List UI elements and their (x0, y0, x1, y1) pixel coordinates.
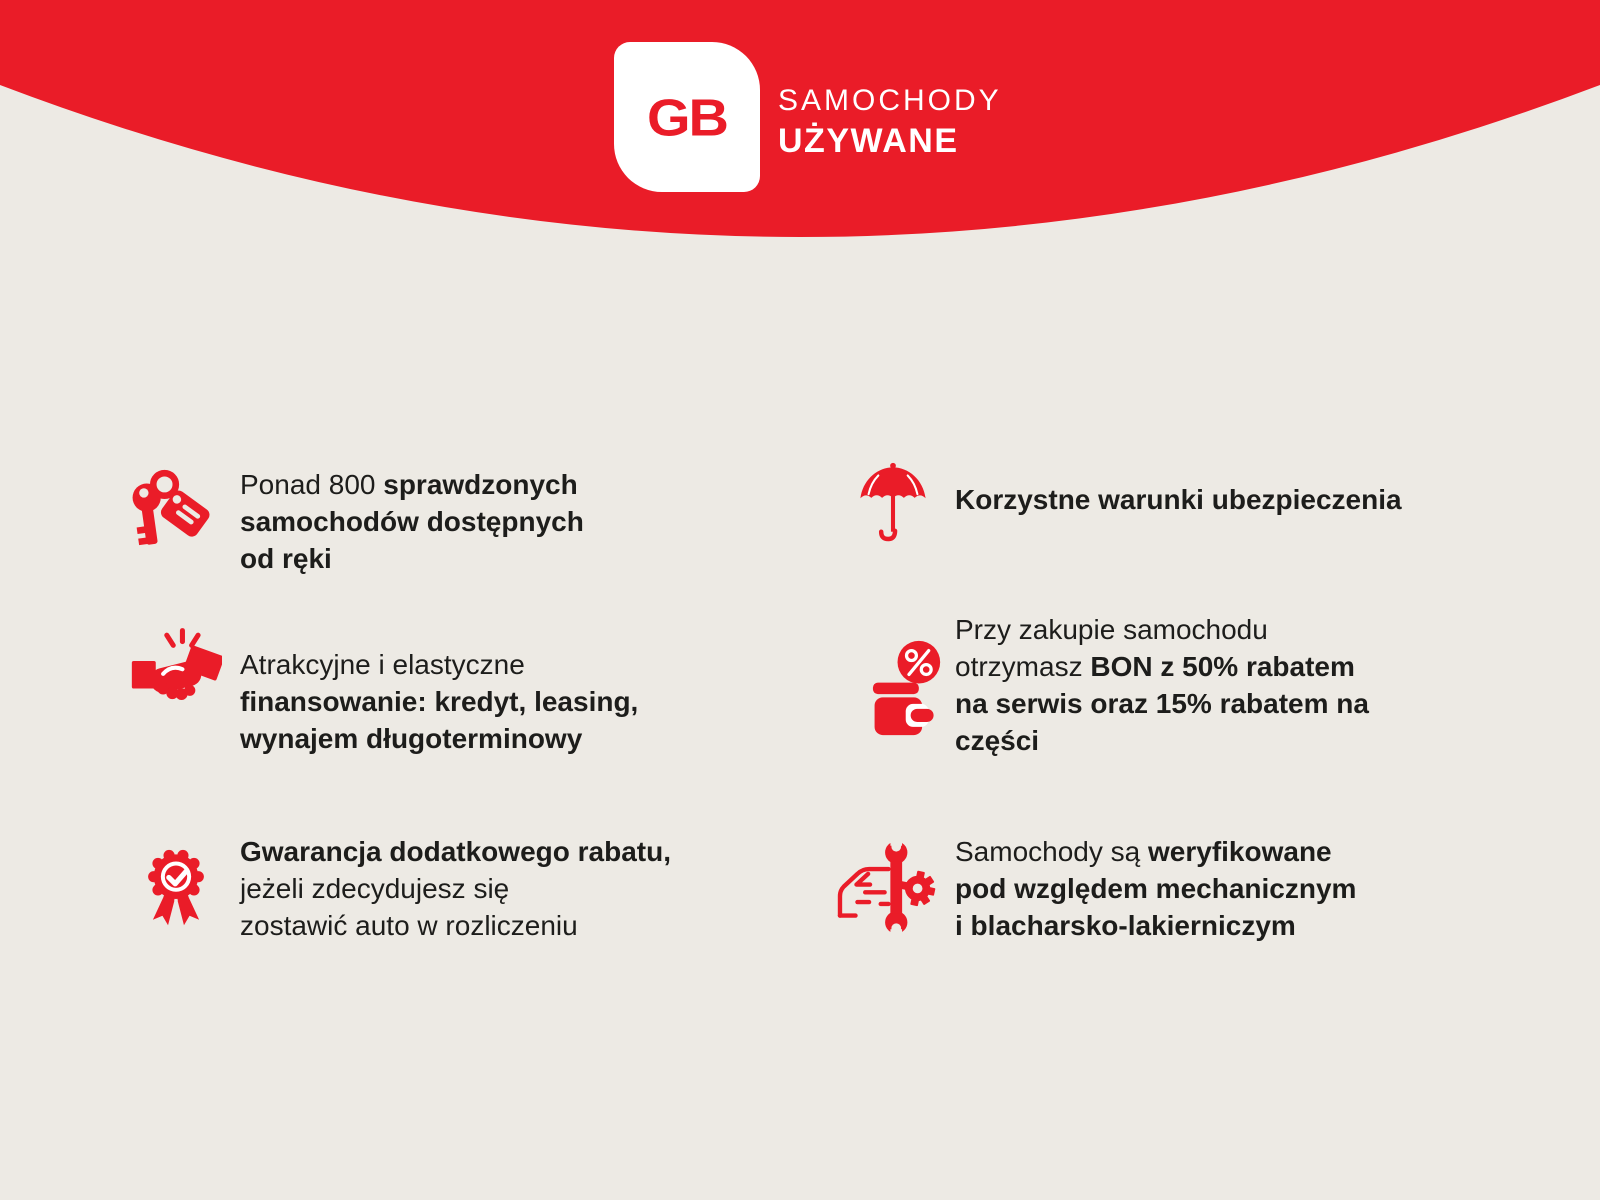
umbrella-icon (852, 460, 934, 548)
feature-text-verification: Samochody są weryfikowane pod względem mechanicznym i blacharsko-lakierniczym (955, 836, 1357, 941)
feature-text-financing: Atrakcyjne i elastyczne finansowanie: kredyt, leasing, wynajem długoterminowy (240, 649, 639, 754)
brand-line-uzywane: UŻYWANE (778, 122, 959, 160)
brand-line-samochody: SAMOCHODY (778, 84, 1002, 117)
quality-badge-check-icon (136, 840, 216, 942)
gb-logo-letters: GB (647, 88, 727, 146)
car-keys-tag-icon (126, 460, 220, 554)
gb-logo (614, 42, 760, 192)
feature-text-bonus: Przy zakupie samochodu otrzymasz BON z 50% rabatem na serwis oraz 15% rabatem na części (955, 614, 1369, 756)
brand-title (778, 84, 1002, 161)
car-service-wrench-icon (832, 838, 944, 935)
header-curve-band (0, 0, 1600, 400)
wallet-percent-icon (868, 640, 950, 740)
feature-text-insurance: Korzystne warunki ubezpieczenia (955, 484, 1402, 515)
feature-text-guarantee: Gwarancja dodatkowego rabatu, jeżeli zdecydujesz się zostawić auto w rozliczeniu (240, 836, 671, 941)
feature-text-available-cars: Ponad 800 sprawdzonych samochodów dostępnych od ręki (240, 469, 584, 574)
handshake-icon (130, 626, 222, 718)
